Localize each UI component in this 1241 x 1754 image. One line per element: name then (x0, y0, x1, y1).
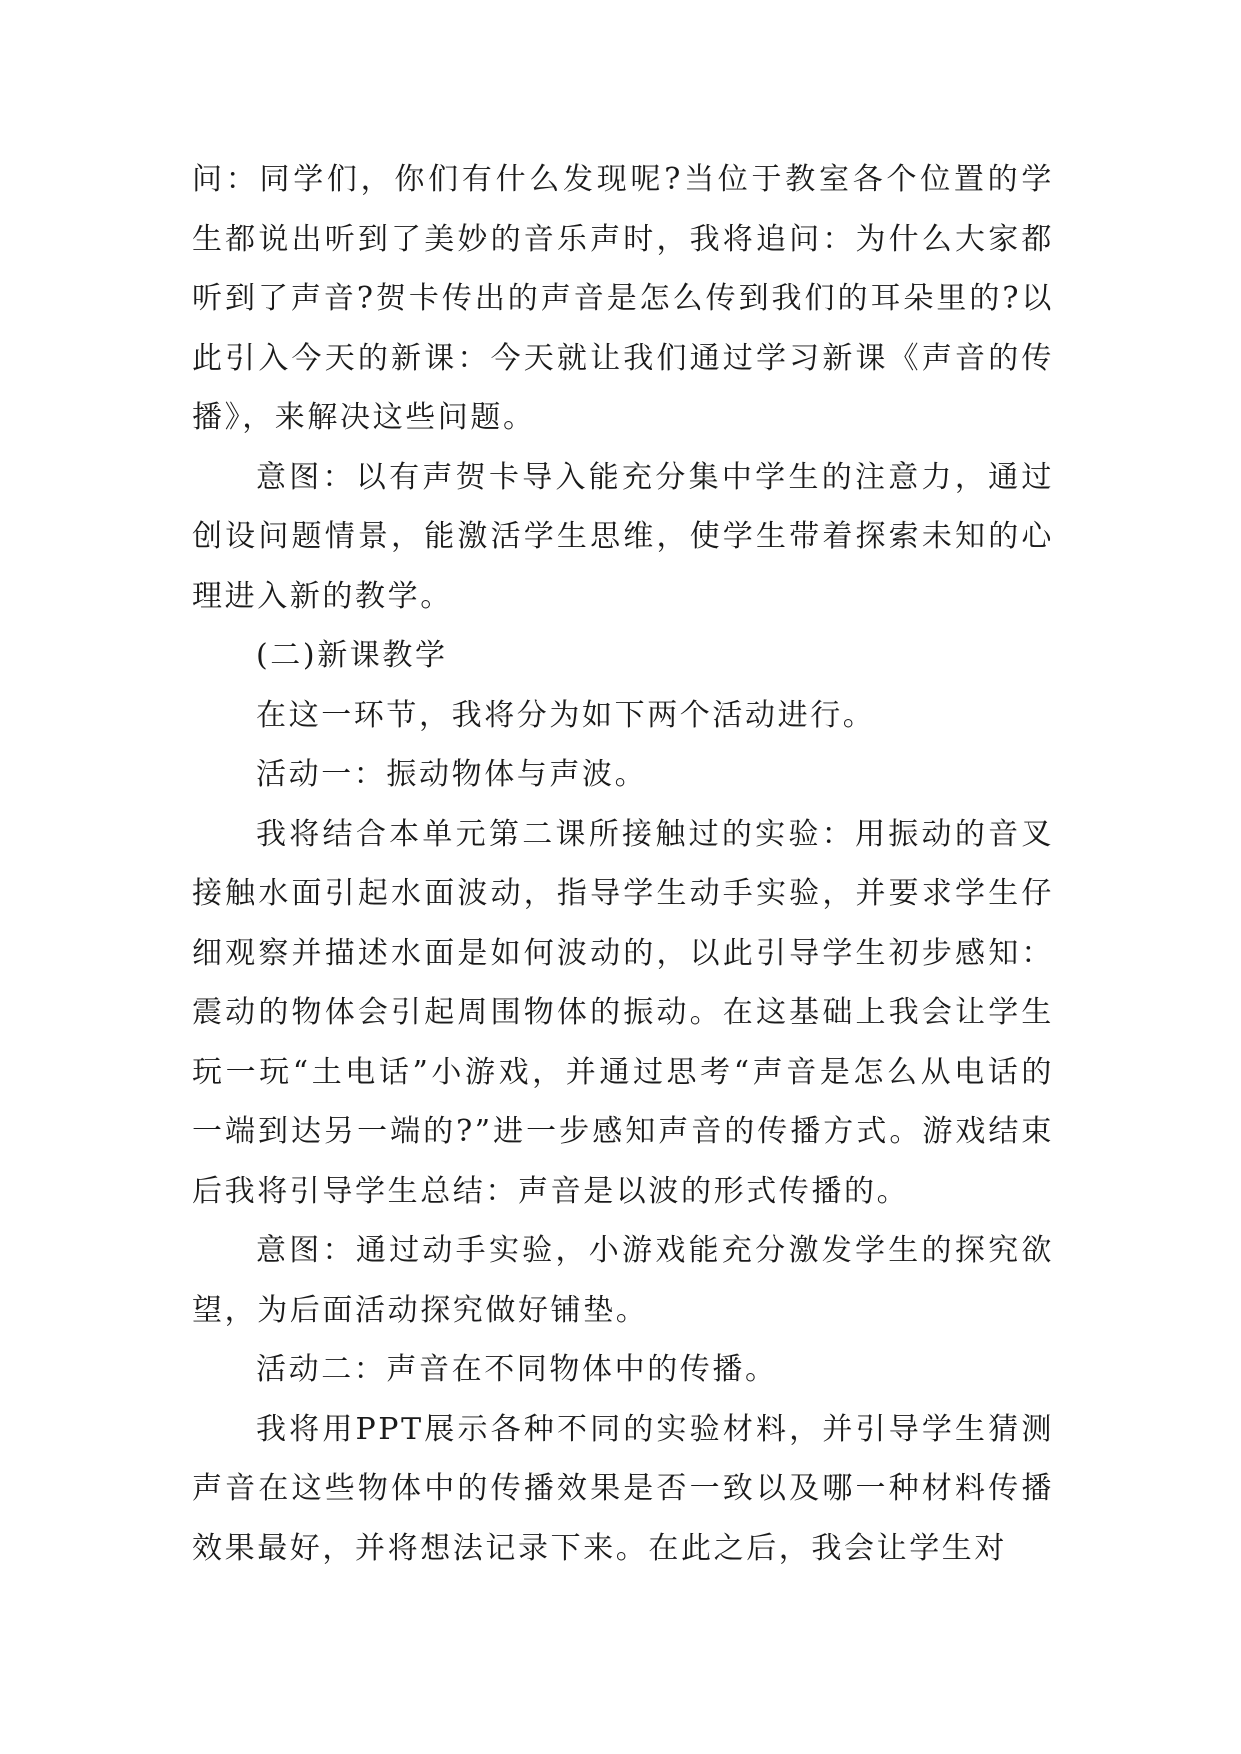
activity-two-heading: 活动二：声音在不同物体中的传播。 (256, 1352, 778, 1387)
paragraph-intent-1: 意图：以有声贺卡导入能充分集中学生的注意力，通过创设问题情景，能激活学生思维，使学生带着探索未知的心理进入新的教学。 (192, 459, 1054, 614)
activity-one-heading: 活动一：振动物体与声波。 (256, 757, 648, 792)
paragraph-activities-overview: 在这一环节，我将分为如下两个活动进行。 (256, 697, 876, 733)
paragraph-question-intro: 问：同学们，你们有什么发现呢?当位于教室各个位置的学生都说出听到了美妙的音乐声时，我将追问：为什么大家都听到了声音?贺卡传出的声音是怎么传到我们的耳朵里的?以此引入今天的新课：今天就让我们通过学习新课《声音的传播》，来解决这些问题。 (192, 162, 1054, 435)
paragraph-activity-two-body: 我将用PPT展示各种不同的实验材料，并引导学生猜测声音在这些物体中的传播效果是否一致以及哪一种材料传播效果最好，并将想法记录下来。在此之后，我会让学生对 (192, 1411, 1054, 1566)
paragraph-activity-one-body: 我将结合本单元第二课所接触过的实验：用振动的音叉接触水面引起水面波动，指导学生动手实验，并要求学生仔细观察并描述水面是如何波动的，以此引导学生初步感知：震动的物体会引起周围物体的振动。在这基础上我会让学生玩一玩“土电话”小游戏，并通过思考“声音是怎么从电话的一端到达另一端的?”进一步感知声音的传播方式。游戏结束后我将引导学生总结：声音是以波的形式传播的。 (192, 816, 1054, 1209)
section-heading-new-lesson: (二)新课教学 (256, 638, 448, 673)
paragraph-intent-2: 意图：通过动手实验，小游戏能充分激发学生的探究欲望，为后面活动探究做好铺垫。 (192, 1233, 1054, 1328)
document-page (192, 150, 1054, 1578)
